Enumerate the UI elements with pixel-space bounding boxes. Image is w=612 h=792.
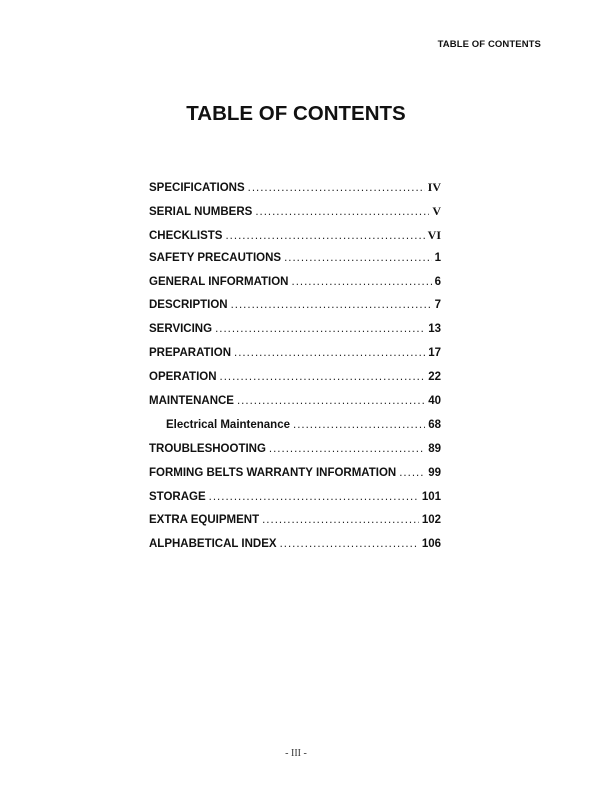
toc-entry-page: 22: [428, 371, 441, 384]
toc-entry[interactable]: [149, 467, 441, 491]
toc-entry-page: 68: [428, 418, 441, 431]
toc-entry-page: 102: [421, 514, 441, 527]
toc-entry-label: CHECKLISTS: [149, 229, 223, 242]
toc-entry-page: 17: [428, 347, 441, 360]
toc-entry[interactable]: [149, 419, 441, 443]
toc-entry[interactable]: [149, 491, 441, 515]
toc-entry-page: 6: [434, 275, 441, 288]
toc-dot-leader: [220, 371, 426, 383]
toc-entry-page: 1: [434, 251, 441, 264]
toc-entry-page: 101: [421, 490, 441, 503]
toc-entry[interactable]: [149, 443, 441, 467]
toc-dot-leader: [248, 182, 425, 194]
toc-entry-page: 7: [434, 299, 441, 312]
toc-entry-label: SERVICING: [149, 323, 213, 336]
toc-entry-label: PREPARATION: [149, 347, 231, 360]
toc-entry-page: 13: [428, 323, 441, 336]
toc-entry[interactable]: [149, 180, 441, 204]
toc-dot-leader: [269, 443, 425, 455]
toc-entry-page: 89: [428, 442, 441, 455]
toc-entry[interactable]: [149, 323, 441, 347]
toc-entry-label: GENERAL INFORMATION: [149, 275, 289, 288]
toc-dot-leader: [215, 323, 425, 335]
toc-entry[interactable]: [149, 252, 441, 276]
page-number: - III -: [285, 748, 307, 759]
toc-entry[interactable]: [149, 228, 441, 252]
toc-entry-label: TROUBLESHOOTING: [149, 442, 266, 455]
toc-dot-leader: [237, 395, 425, 407]
toc-dot-leader: [280, 538, 419, 550]
toc-entry[interactable]: [149, 299, 441, 323]
toc-entry-label: OPERATION: [149, 371, 217, 384]
toc-dot-leader: [293, 419, 425, 431]
toc-entry-page: V: [432, 203, 441, 218]
toc-dot-leader: [292, 276, 432, 288]
toc-dot-leader: [231, 299, 432, 311]
toc-dot-leader: [234, 347, 425, 359]
running-header: TABLE OF CONTENTS: [437, 39, 541, 50]
toc-entry[interactable]: [149, 514, 441, 538]
toc-dot-leader: [225, 230, 424, 242]
toc-entry-label: STORAGE: [149, 490, 206, 503]
table-of-contents: [149, 180, 441, 562]
toc-dot-leader: [262, 514, 419, 526]
toc-entry-label: SAFETY PRECAUTIONS: [149, 251, 282, 264]
toc-entry-label: FORMING BELTS WARRANTY INFORMATION: [149, 466, 397, 479]
toc-entry-page: 99: [428, 466, 441, 479]
toc-entry-label: ALPHABETICAL INDEX: [149, 538, 277, 551]
toc-dot-leader: [284, 252, 432, 264]
toc-entry-label: EXTRA EQUIPMENT: [149, 514, 260, 527]
toc-entry[interactable]: [149, 395, 441, 419]
toc-entry-label: MAINTENANCE: [149, 395, 234, 408]
toc-entry[interactable]: [149, 276, 441, 300]
toc-entry-page: 106: [421, 538, 441, 551]
toc-dot-leader: [255, 206, 429, 218]
toc-entry-label: Electrical Maintenance: [166, 418, 290, 431]
toc-entry[interactable]: [149, 538, 441, 562]
toc-entry[interactable]: [149, 371, 441, 395]
toc-entry-page: VI: [427, 227, 441, 242]
toc-entry-label: SERIAL NUMBERS: [149, 205, 253, 218]
toc-entry-label: SPECIFICATIONS: [149, 182, 245, 194]
toc-entry-label: DESCRIPTION: [149, 299, 228, 312]
page-title: TABLE OF CONTENTS: [186, 102, 406, 125]
toc-entry[interactable]: [149, 204, 441, 228]
toc-entry[interactable]: [149, 347, 441, 371]
toc-dot-leader: [399, 467, 425, 479]
toc-entry-page: IV: [427, 180, 441, 194]
toc-dot-leader: [209, 491, 419, 503]
toc-entry-page: 40: [428, 395, 441, 408]
